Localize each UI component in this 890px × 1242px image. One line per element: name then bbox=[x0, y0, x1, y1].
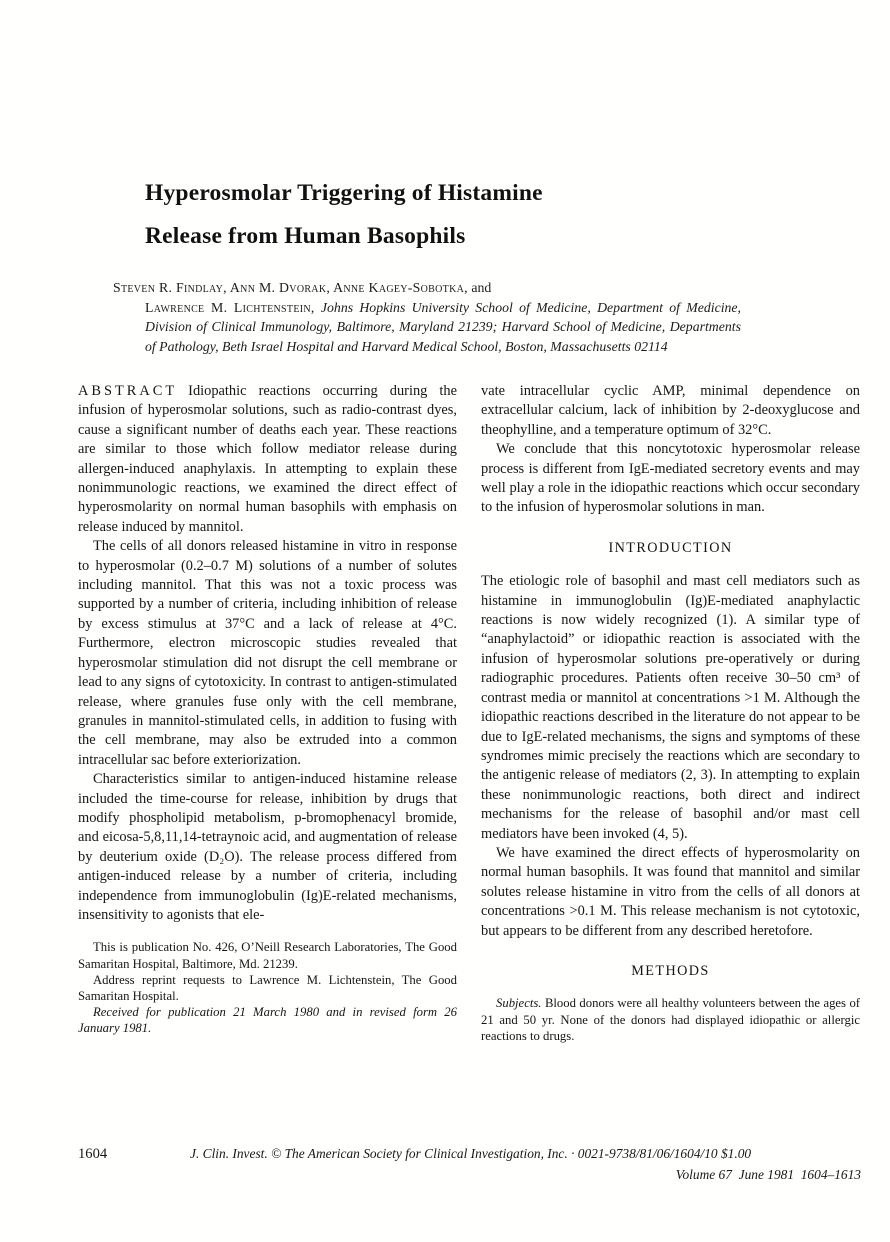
footnote-block bbox=[78, 939, 457, 1036]
introduction-paragraph-1: The etiologic role of basophil and mast cell mediators such as histamine in immunoglobulin (Ig)E-mediated anaphylactic reactions is now widely recognized (1). A similar type of “anaphylactoid” or idiopathic reaction is associated with the infusion of hyperosmolar solutions pre-operatively or during radiographic procedures. Patients often receive 30–50 cm³ of contrast media or mannitol at concentrations >1 M. Although the idiopathic reactions described in the literature do not appear to be due to IgE-related mechanisms, the signs and symptoms of these syndromes mimic precisely the reactions which are secondary to the antigenic release of mediators (2, 3). In attempting to explain these nonimmunologic reactions, both direct and indirect mechanisms for the release of basophil and/or mast cell mediators have been invoked (4, 5). bbox=[481, 573, 860, 842]
author-names: Steven R. Findlay, Ann M. Dvorak, Anne Kagey-Sobotka, bbox=[113, 280, 468, 295]
right-column bbox=[481, 382, 860, 1045]
article-title bbox=[145, 172, 830, 258]
abstract-conclusion-paragraph: We conclude that this noncytotoxic hyperosmolar release process is different from IgE-mediated secretory events and may well play a role in the idiopathic reactions which occur secondary to the infusion of hyperosmolar solutions in man. bbox=[481, 441, 860, 516]
abstract-continued-paragraph: vate intracellular cyclic AMP, minimal dependence on extracellular calcium, lack of inhibition by 2-deoxyglucose and theophylline, and a temperature optimum of 32°C. bbox=[481, 383, 860, 438]
author-affiliation-block bbox=[145, 298, 741, 357]
article-title-line-1: Hyperosmolar Triggering of Histamine bbox=[145, 180, 543, 206]
footnote-received-dates: Received for publication 21 March 1980 and in revised form 26 January 1981. bbox=[78, 1005, 457, 1036]
author-names-conjunction: and bbox=[471, 280, 492, 295]
section-heading-introduction: INTRODUCTION bbox=[608, 539, 733, 556]
page-number: 1604 bbox=[78, 1146, 108, 1162]
footnote-publication: This is publication No. 426, O’Neill Research Laboratories, The Good Samaritan Hospital, Baltimore, Md. 21239. bbox=[78, 940, 457, 971]
volume-issue-line: Volume 67 June 1981 1604–1613 bbox=[675, 1167, 861, 1182]
abstract-paragraph-3: Characteristics similar to antigen-induced histamine release included the time-course for release, inhibition by drugs that modify phospholipid metabolism, p-bromophenacyl bromide, and eicosa-5,8,11,14-tetraynoic acid, and augmentation of release by deuterium oxide (D₂O). The release process differed from antigen-induced release by a number of criteria, including independence from immunoglobulin (Ig)E-related mechanisms, insensitivity to agonists that ele- bbox=[78, 771, 457, 923]
methods-subjects-paragraph bbox=[481, 995, 860, 1044]
abstract-label: ABSTRACT bbox=[78, 383, 178, 399]
article-title-line-2: Release from Human Basophils bbox=[145, 223, 466, 249]
subjects-label: Subjects. bbox=[496, 996, 542, 1011]
author-affiliation: Johns Hopkins University School of Medicine, Department of Medicine, Division of Clinical Immunology, Baltimore, Maryland 21239; Harvard School of Medicine, Departments of Pathology, Beth Israel Hospital and Harvard Medical School, Boston, Massachusetts 02114 bbox=[145, 299, 741, 354]
footer-citation-line bbox=[78, 1146, 861, 1163]
abstract-paragraph-1 bbox=[78, 382, 457, 537]
article-header bbox=[0, 0, 890, 356]
abstract-paragraph-1-text: Idiopathic reactions occurring during the infusion of hyperosmolar solutions, such as radio-contrast dyes, cause a significant number of deaths each year. These reactions are similar to those which follow mediator release during allergen-induced anaphylaxis. In attempting to explain these nonimmunologic reactions, we examined the direct effect of hyperosmolarity on normal human basophils with emphasis on release induced by mannitol. bbox=[78, 383, 457, 535]
introduction-paragraph-2: We have examined the direct effects of hyperosmolarity on normal human basophils. It was found that mannitol and similar solutes release histamine in vitro from the cells of all donors at concentrations >0.1 M. This release mechanism is not cytotoxic, but appears to be different from any described heretofore. bbox=[481, 844, 860, 939]
footnote-reprint-requests: Address reprint requests to Lawrence M. Lichtenstein, The Good Samaritan Hospital. bbox=[78, 972, 457, 1003]
subjects-text: Blood donors were all healthy volunteers between the ages of 21 and 50 yr. None of the donors had displayed idiopathic or allergic reactions to drugs. bbox=[481, 996, 861, 1044]
author-lead-name: Lawrence M. Lichtenstein, bbox=[145, 299, 315, 315]
author-block bbox=[113, 278, 830, 356]
abstract-paragraph-2: The cells of all donors released histamine in vitro in response to hyperosmolar (0.2–0.7 M) solutions of a number of solutes including mannitol. That this was not a toxic process was supported by a number of criteria, including inhibition of release by excess stimulus at 37°C and a lack of release at 4°C. Furthermore, electron microscopic studies revealed that hyperosmolar stimulation did not disrupt the cell membrane or lead to any signs of cytotoxicity. In contrast to antigen-stimulated release, where granules fuse only with the cell membrane, granules in mannitol-stimulated cells, in addition to fusing with the cell membrane, may also be extruded into a common intracellular sac before exteriorization. bbox=[78, 538, 457, 768]
author-names-line bbox=[113, 278, 830, 298]
left-column bbox=[78, 382, 457, 1045]
journal-citation: J. Clin. Invest. © The American Society for Clinical Investigation, Inc. · 0021-9738/81/06/1604/10 $1.00 bbox=[190, 1146, 752, 1161]
section-heading-methods: METHODS bbox=[631, 962, 710, 979]
two-column-body bbox=[0, 382, 890, 1045]
page-footer bbox=[78, 1146, 861, 1183]
